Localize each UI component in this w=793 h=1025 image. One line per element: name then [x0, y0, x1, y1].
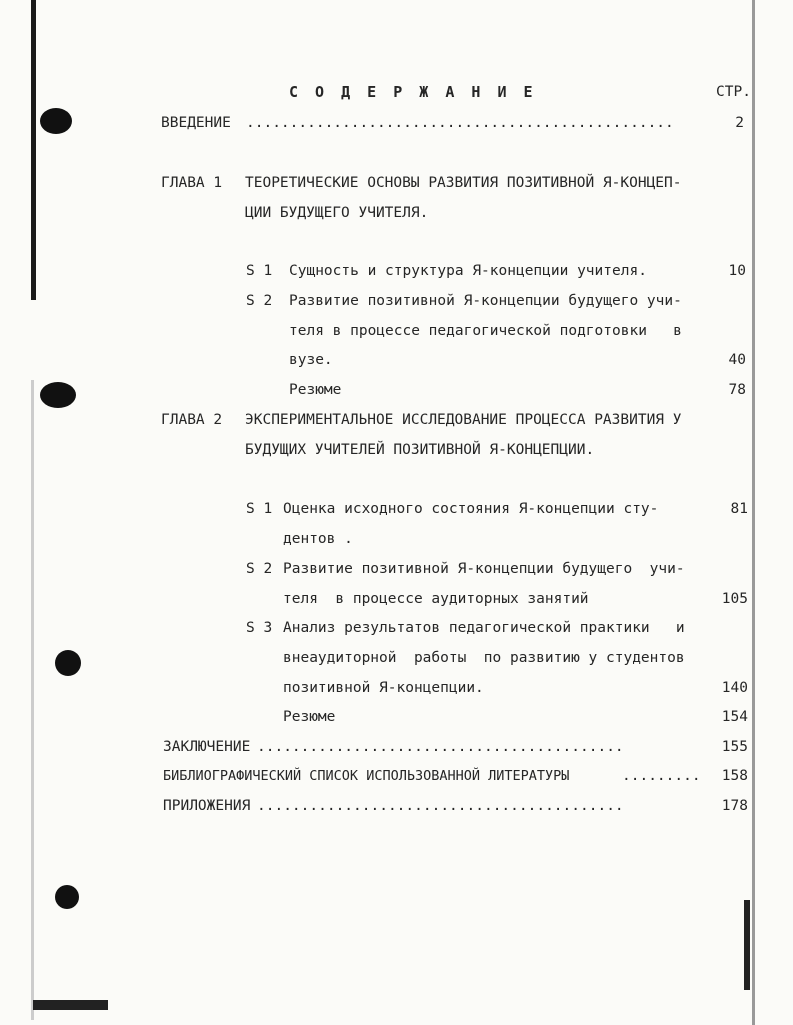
- toc-ch2-summary-page: 154: [721, 709, 748, 725]
- toc-chapter1-label: ГЛАВА 1: [161, 175, 223, 191]
- toc-conclusion-page: 155: [721, 739, 748, 755]
- toc-ch1-s2-line2: теля в процессе педагогической подготовки в: [289, 323, 682, 339]
- toc-ch1-s2-line3: вузе.: [289, 352, 333, 368]
- toc-appendix-dots: ..........................................: [257, 798, 624, 814]
- toc-ch2-summary-text: Резюме: [283, 709, 336, 725]
- toc-ch1-s1-text: Сущность и структура Я-концепции учителя.: [289, 263, 647, 279]
- punch-hole: [55, 885, 79, 909]
- toc-appendix-page: 178: [721, 798, 748, 814]
- toc-chapter2-label: ГЛАВА 2: [161, 412, 223, 428]
- toc-bibliography-dots: .........: [622, 768, 701, 784]
- punch-hole: [40, 108, 72, 134]
- toc-ch2-s3-label: S 3: [246, 620, 273, 636]
- toc-ch2-s2-line1: Развитие позитивной Я-концепции будущего учи-: [283, 561, 685, 577]
- toc-ch2-s3-line2: внеаудиторной работы по развитию у студентов: [283, 650, 685, 666]
- punch-hole: [40, 382, 76, 408]
- toc-conclusion-label: ЗАКЛЮЧЕНИЕ: [163, 739, 251, 755]
- toc-ch2-s2-page: 105: [721, 591, 748, 607]
- punch-hole: [55, 650, 81, 676]
- toc-ch2-s1-line2: дентов .: [283, 531, 353, 547]
- toc-chapter2-title-line1: ЭКСПЕРИМЕНТАЛЬНОЕ ИССЛЕДОВАНИЕ ПРОЦЕССА РАЗВИТИЯ У: [245, 412, 682, 428]
- toc-bibliography-label: БИБЛИОГРАФИЧЕСКИЙ СПИСОК ИСПОЛЬЗОВАННОЙ ЛИТЕРАТУРЫ: [163, 768, 570, 784]
- toc-ch2-s1-line1: Оценка исходного состояния Я-концепции сту-: [283, 501, 659, 517]
- toc-ch2-s1-label: S 1: [246, 501, 273, 517]
- toc-ch2-s2-label: S 2: [246, 561, 273, 577]
- toc-intro-dots: .................................................: [246, 115, 674, 131]
- scan-right-edge: [752, 0, 755, 1025]
- toc-chapter1-title-line2: ЦИИ БУДУЩЕГО УЧИТЕЛЯ.: [245, 205, 429, 221]
- toc-ch2-s3-line1: Анализ результатов педагогической практики и: [283, 620, 685, 636]
- toc-ch1-s2-line1: Развитие позитивной Я-концепции будущего учи-: [289, 293, 682, 309]
- toc-chapter1-title-line1: ТЕОРЕТИЧЕСКИЕ ОСНОВЫ РАЗВИТИЯ ПОЗИТИВНОЙ Я-КОНЦЕП-: [245, 175, 682, 191]
- page-column-label: СТР.: [716, 84, 751, 100]
- toc-intro-label: ВВЕДЕНИЕ: [161, 115, 231, 131]
- toc-ch1-s1-label: S 1: [246, 263, 273, 279]
- toc-conclusion-dots: ..........................................: [257, 739, 624, 755]
- toc-ch1-summary-text: Резюме: [289, 382, 342, 398]
- scan-right-mark: [744, 900, 750, 990]
- toc-ch2-s2-line2: теля в процессе аудиторных занятий: [283, 591, 589, 607]
- toc-ch1-s1-page: 10: [728, 263, 746, 279]
- toc-ch2-s3-page: 140: [721, 680, 748, 696]
- toc-ch2-s1-page: 81: [730, 501, 748, 517]
- toc-ch1-summary-page: 78: [728, 382, 746, 398]
- scan-corner-mark: [33, 1000, 108, 1010]
- toc-appendix-label: ПРИЛОЖЕНИЯ: [163, 798, 251, 814]
- toc-intro-page: 2: [735, 115, 744, 131]
- scan-edge-line: [31, 380, 34, 1020]
- toc-ch2-s3-line3: позитивной Я-концепции.: [283, 680, 484, 696]
- toc-ch1-s2-label: S 2: [246, 293, 273, 309]
- page-title: С О Д Е Р Ж А Н И Е: [289, 83, 537, 101]
- toc-chapter2-title-line2: БУДУЩИХ УЧИТЕЛЕЙ ПОЗИТИВНОЙ Я-КОНЦЕПЦИИ.: [245, 442, 595, 458]
- toc-ch1-s2-page: 40: [728, 352, 746, 368]
- binding-edge: [31, 0, 36, 300]
- toc-bibliography-page: 158: [721, 768, 748, 784]
